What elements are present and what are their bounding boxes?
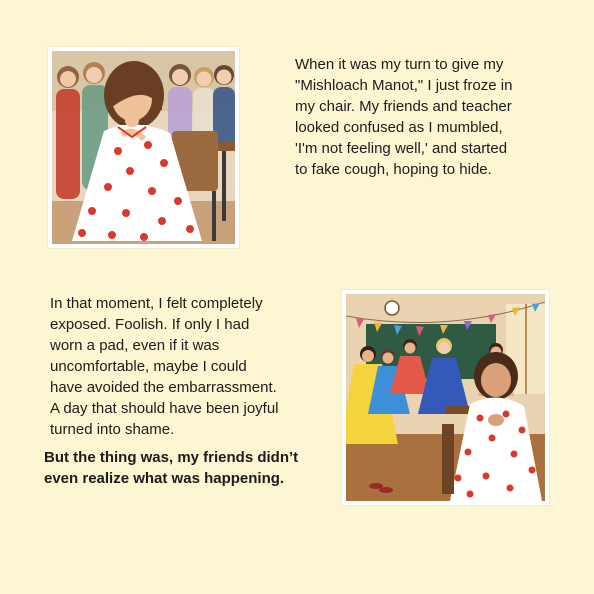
story-paragraph-2 [50, 293, 320, 440]
story-line: "Mishloach Manot," I just froze in [295, 77, 513, 94]
illustration-classroom-party [342, 290, 549, 505]
story-line: have avoided the embarrassment. [50, 379, 277, 396]
story-line: uncomfortable, maybe I could [50, 358, 247, 375]
story-line: 'I'm not feeling well,' and started [295, 140, 508, 157]
story-line: exposed. Foolish. If only I had [50, 316, 250, 333]
illustration-sad-girl-classroom [48, 47, 239, 248]
story-line: worn a pad, even if it was [50, 337, 220, 354]
story-line: my chair. My friends and teacher [295, 98, 512, 115]
story-line: turned into shame. [50, 421, 175, 438]
story-paragraph-3-bold [44, 447, 344, 489]
story-paragraph-1 [295, 54, 555, 180]
illustration-sad-girl-classroom-art [52, 51, 235, 244]
story-line: When it was my turn to give my [295, 56, 504, 73]
story-line: looked confused as I mumbled, [295, 119, 503, 136]
story-line: to fake cough, hoping to hide. [295, 161, 492, 178]
story-line: But the thing was, my friends didn’t [44, 449, 299, 466]
story-line: A day that should have been joyful [50, 400, 279, 417]
story-line: even realize what was happening. [44, 470, 285, 487]
story-line: In that moment, I felt completely [50, 295, 263, 312]
illustration-classroom-party-art [346, 294, 545, 501]
